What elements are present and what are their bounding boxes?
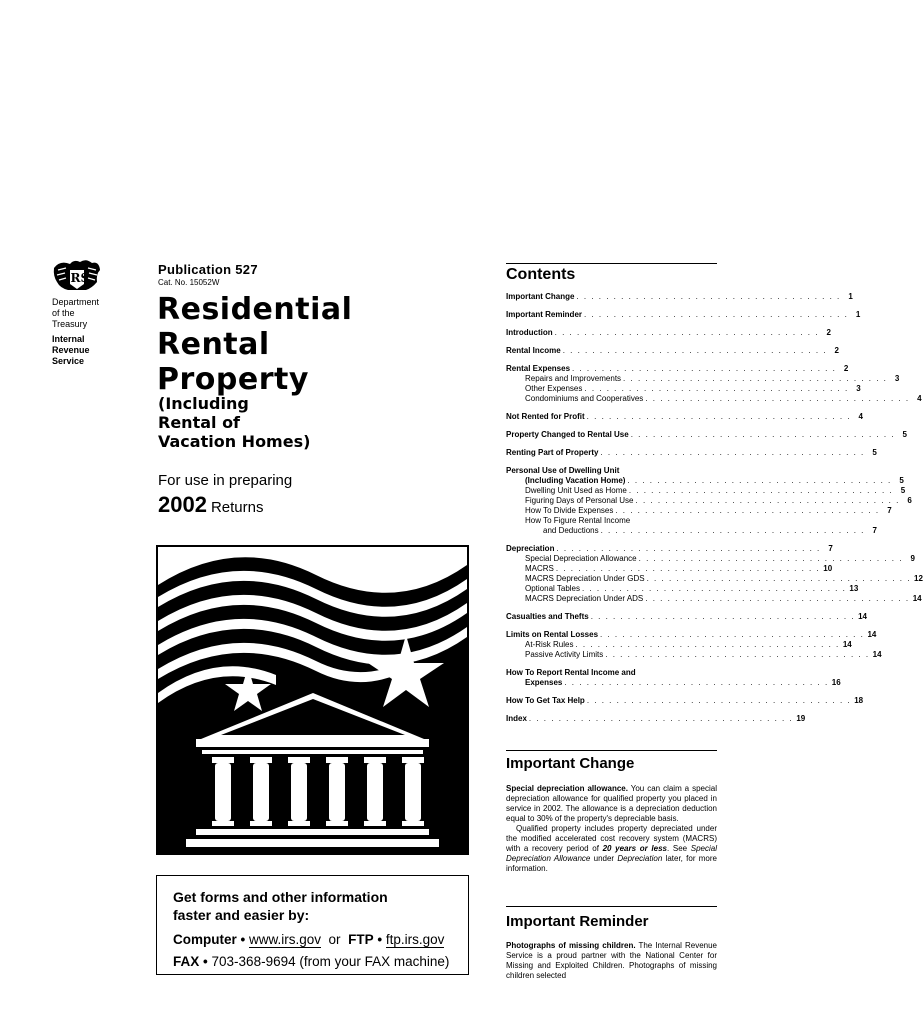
toc-leader-dots: . . . . . . . . . . . . . . . . . . . . . . . . . . . . . . . . . . . . <box>564 678 829 687</box>
toc-entry-page: 9 <box>910 554 915 563</box>
toc-entry[interactable] <box>506 696 864 706</box>
toc-entry-page: 1 <box>848 292 853 301</box>
subtitle-line-1: (Including <box>158 394 249 413</box>
returns-label: Returns <box>210 499 264 516</box>
toc-entry[interactable] <box>506 612 867 622</box>
or-text: or <box>328 932 341 947</box>
toc-leader-dots: . . . . . . . . . . . . . . . . . . . . . . . . . . . . . . . . . . . . <box>600 630 865 639</box>
fax-label: FAX <box>173 954 200 969</box>
toc-entry-page: 19 <box>796 714 806 723</box>
toc-entry[interactable] <box>506 630 877 640</box>
tax-year: 2002 <box>158 492 207 517</box>
toc-group <box>506 696 864 706</box>
info-box-heading <box>173 888 460 924</box>
subtitle-line-3: Vacation Homes) <box>158 432 311 451</box>
toc-entry-label: MACRS Depreciation Under ADS <box>525 594 644 603</box>
toc-leader-dots: . . . . . . . . . . . . . . . . . . . . . . . . . . . . . . . . . . . . <box>623 374 888 383</box>
toc-group <box>506 430 907 440</box>
toc-entry-label: Renting Part of Property <box>506 448 599 457</box>
toc-leader-dots: . . . . . . . . . . . . . . . . . . . . . . . . . . . . . . . . . . . . <box>600 448 865 457</box>
toc-entry-page: 2 <box>843 364 849 373</box>
toc-entry[interactable] <box>506 496 912 506</box>
bullet-2: • <box>377 932 383 947</box>
department-line-1: Department <box>52 297 100 307</box>
info-box <box>156 875 469 975</box>
toc-entry[interactable] <box>506 554 915 564</box>
toc-entry-label: Property Changed to Rental Use <box>506 430 629 439</box>
toc-entry[interactable] <box>506 506 892 516</box>
toc-entry-label: Depreciation <box>506 544 555 553</box>
toc-entry-page: 5 <box>900 486 906 495</box>
toc-entry-label: Figuring Days of Personal Use <box>525 496 634 505</box>
toc-entry[interactable] <box>506 574 923 584</box>
toc-group <box>506 412 863 422</box>
toc-entry[interactable] <box>506 516 717 526</box>
important-reminder-text <box>506 941 717 981</box>
toc-entry[interactable] <box>506 526 877 536</box>
toc-entry-page: 14 <box>872 650 882 659</box>
toc-entry[interactable] <box>506 544 833 554</box>
toc-entry-label: How To Divide Expenses <box>525 506 614 515</box>
computer-ftp-line <box>173 929 460 951</box>
title-line-2: Rental <box>157 327 270 362</box>
agency-name <box>52 297 99 367</box>
tax-year-line <box>158 492 263 518</box>
toc-entry-page: 7 <box>828 544 833 553</box>
website-link[interactable]: www.irs.gov <box>249 932 322 947</box>
toc-entry[interactable] <box>506 584 859 594</box>
toc-entry-label: Rental Income <box>506 346 561 355</box>
info-heading-line-2: faster and easier by: <box>173 907 310 923</box>
important-reminder-body: The Internal Revenue Service is a proud partner with the National Center for Missing and Exploited Children. Photographs of missing children selected <box>506 941 718 980</box>
toc-entry[interactable] <box>506 346 839 356</box>
toc-group <box>506 630 882 660</box>
bullet-3: • <box>203 954 208 969</box>
toc-entry-label: (Including Vacation Home) <box>525 476 626 485</box>
contents-heading: Contents <box>506 266 576 283</box>
toc-entry-label: Optional Tables <box>525 584 580 593</box>
toc-entry[interactable] <box>506 394 922 404</box>
toc-group <box>506 364 922 404</box>
toc-leader-dots: . . . . . . . . . . . . . . . . . . . . . . . . . . . . . . . . . . . . <box>627 476 892 485</box>
toc-entry-page: 5 <box>872 448 877 457</box>
toc-entry-label: Condominiums and Cooperatives <box>525 394 644 403</box>
important-change-rule <box>506 750 717 751</box>
toc-leader-dots: . . . . . . . . . . . . . . . . . . . . . . . . . . . . . . . . . . . . <box>554 328 819 337</box>
bullet-1: • <box>240 932 246 947</box>
toc-entry-page: 7 <box>872 526 877 535</box>
toc-entry[interactable] <box>506 668 717 678</box>
toc-entry-page: 10 <box>823 564 833 573</box>
toc-group <box>506 448 877 458</box>
toc-leader-dots: . . . . . . . . . . . . . . . . . . . . . . . . . . . . . . . . . . . . <box>645 594 910 603</box>
toc-leader-dots: . . . . . . . . . . . . . . . . . . . . . . . . . . . . . . . . . . . . <box>586 696 852 705</box>
toc-entry-label: Special Depreciation Allowance <box>525 554 637 563</box>
toc-entry-page: 12 <box>914 574 923 583</box>
toc-leader-dots: . . . . . . . . . . . . . . . . . . . . . . . . . . . . . . . . . . . . <box>635 496 900 505</box>
toc-entry-label: Index <box>506 714 527 723</box>
toc-entry[interactable] <box>506 448 877 458</box>
toc-entry-page: 13 <box>849 584 859 593</box>
toc-entry[interactable] <box>506 640 852 650</box>
title-line-1: Residential <box>157 292 353 327</box>
toc-leader-dots: . . . . . . . . . . . . . . . . . . . . . . . . . . . . . . . . . . . . <box>575 640 840 649</box>
important-change-p2a: Qualified property includes property depreciated under the modified accelerated cost recovery system (MACRS) with a recovery period of <box>506 824 717 853</box>
toc-leader-dots: . . . . . . . . . . . . . . . . . . . . . . . . . . . . . . . . . . . . <box>584 310 849 319</box>
toc-leader-dots: . . . . . . . . . . . . . . . . . . . . . . . . . . . . . . . . . . . . <box>628 486 894 495</box>
toc-leader-dots: . . . . . . . . . . . . . . . . . . . . . . . . . . . . . . . . . . . . <box>562 346 827 355</box>
fax-text: 703-368-9694 (from your FAX machine) <box>211 954 450 969</box>
toc-leader-dots: . . . . . . . . . . . . . . . . . . . . . . . . . . . . . . . . . . . . <box>590 612 855 621</box>
toc-entry-label: Introduction <box>506 328 553 337</box>
toc-entry-page: 14 <box>858 612 867 621</box>
toc-entry[interactable] <box>506 678 841 688</box>
toc-entry-page: 5 <box>902 430 907 439</box>
toc-leader-dots: . . . . . . . . . . . . . . . . . . . . . . . . . . . . . . . . . . . . <box>600 526 865 535</box>
toc-entry[interactable] <box>506 650 882 660</box>
contents-top-rule <box>506 263 717 264</box>
ftp-link[interactable]: ftp.irs.gov <box>385 932 445 947</box>
toc-entry-page: 7 <box>887 506 892 515</box>
toc-leader-dots: . . . . . . . . . . . . . . . . . . . . . . . . . . . . . . . . . . . . <box>638 554 903 563</box>
toc-entry-page: 14 <box>912 594 922 603</box>
toc-entry-page: 1 <box>855 310 861 319</box>
ftp-label: FTP <box>348 932 374 947</box>
toc-group <box>506 310 861 320</box>
toc-entry-label: Important Reminder <box>506 310 583 319</box>
toc-group <box>506 466 912 536</box>
toc-entry-label: Dwelling Unit Used as Home <box>525 486 627 495</box>
toc-entry-label: How To Report Rental Income and <box>506 668 636 677</box>
toc-group <box>506 292 853 302</box>
important-reminder-rule <box>506 906 717 907</box>
catalog-number: Cat. No. 15052W <box>158 278 220 287</box>
subtitle-line-2: Rental of <box>158 413 241 432</box>
toc-entry[interactable] <box>506 714 806 724</box>
service-line-1: Internal <box>52 334 85 344</box>
toc-entry-label: MACRS Depreciation Under GDS <box>525 574 645 583</box>
toc-entry[interactable] <box>506 594 922 604</box>
toc-entry-page: 4 <box>917 394 922 403</box>
toc-entry-label: Expenses <box>525 678 563 687</box>
toc-entry[interactable] <box>506 412 863 422</box>
toc-entry-label: Repairs and Improvements <box>525 374 622 383</box>
irs-eagle-logo-icon <box>52 258 102 294</box>
toc-leader-dots: . . . . . . . . . . . . . . . . . . . . . . . . . . . . . . . . . . . . <box>584 384 849 393</box>
important-change-p2e: under <box>590 854 618 863</box>
important-change-p1: You can claim a special depreciation allowance for qualified property you placed in service in 2002. The allowance is a depreciation deduction equal to 30% of the property's depreciable basis. <box>506 784 717 823</box>
toc-entry-label: How To Get Tax Help <box>506 696 585 705</box>
toc-entry-label: How To Figure Rental Income <box>525 516 631 525</box>
toc-entry-label: Rental Expenses <box>506 364 571 373</box>
toc-entry[interactable] <box>506 466 717 476</box>
toc-leader-dots: . . . . . . . . . . . . . . . . . . . . . . . . . . . . . . . . . . . . <box>576 292 841 301</box>
service-line-3: Service <box>52 356 85 366</box>
toc-entry-page: 5 <box>899 476 904 485</box>
department-line-3: Treasury <box>52 319 88 329</box>
toc-entry-label: Other Expenses <box>525 384 583 393</box>
important-change-p2b: 20 years or less <box>602 844 667 853</box>
toc-entry-page: 2 <box>826 328 831 337</box>
toc-entry[interactable] <box>506 430 907 440</box>
toc-entry-page: 18 <box>854 696 864 705</box>
cover-illustration <box>156 545 469 855</box>
toc-leader-dots: . . . . . . . . . . . . . . . . . . . . . . . . . . . . . . . . . . . . <box>582 584 847 593</box>
toc-entry[interactable] <box>506 476 904 486</box>
important-change-text <box>506 784 717 874</box>
important-reminder-lead: Photographs of missing children. <box>506 941 636 950</box>
toc-leader-dots: . . . . . . . . . . . . . . . . . . . . . . . . . . . . . . . . . . . . <box>646 574 911 583</box>
toc-entry-page: 4 <box>858 412 863 421</box>
toc-entry-page: 6 <box>907 496 912 505</box>
toc-entry[interactable] <box>506 310 861 320</box>
toc-entry[interactable] <box>506 328 831 338</box>
toc-entry[interactable] <box>506 384 861 394</box>
for-use-text: For use in preparing <box>158 472 293 489</box>
toc-leader-dots: . . . . . . . . . . . . . . . . . . . . . . . . . . . . . . . . . . . . <box>572 364 837 373</box>
toc-leader-dots: . . . . . . . . . . . . . . . . . . . . . . . . . . . . . . . . . . . . <box>586 412 851 421</box>
toc-entry-label: At-Risk Rules <box>525 640 574 649</box>
depreciation-ref: Depreciation <box>617 854 663 863</box>
toc-leader-dots: . . . . . . . . . . . . . . . . . . . . . . . . . . . . . . . . . . . . <box>605 650 870 659</box>
toc-entry-label: Passive Activity Limits <box>525 650 604 659</box>
important-change-lead: Special depreciation allowance. <box>506 784 628 793</box>
department-line-2: of the <box>52 308 75 318</box>
toc-entry-page: 3 <box>856 384 861 393</box>
table-of-contents <box>506 292 923 732</box>
toc-entry[interactable] <box>506 374 900 384</box>
toc-entry-label: Personal Use of Dwelling Unit <box>506 466 620 475</box>
toc-group <box>506 612 867 622</box>
toc-leader-dots: . . . . . . . . . . . . . . . . . . . . . . . . . . . . . . . . . . . . <box>528 714 794 723</box>
important-reminder-heading: Important Reminder <box>506 913 649 930</box>
toc-entry-label: Limits on Rental Losses <box>506 630 599 639</box>
important-change-p2g: later, for more information. <box>506 854 717 873</box>
toc-group <box>506 714 806 724</box>
toc-leader-dots: . . . . . . . . . . . . . . . . . . . . . . . . . . . . . . . . . . . . <box>630 430 895 439</box>
toc-entry-page: 14 <box>867 630 877 639</box>
toc-entry-label: and Deductions <box>543 526 599 535</box>
publication-title <box>157 292 352 397</box>
toc-entry-page: 3 <box>894 374 900 383</box>
toc-entry-page: 2 <box>834 346 839 355</box>
svg-text:IRS: IRS <box>64 271 90 285</box>
toc-entry[interactable] <box>506 486 906 496</box>
toc-entry[interactable] <box>506 364 849 374</box>
title-line-3: Property <box>157 362 309 397</box>
toc-entry[interactable] <box>506 292 853 302</box>
toc-group <box>506 544 923 604</box>
toc-group <box>506 346 839 356</box>
publication-subtitle <box>158 394 310 451</box>
fax-line <box>173 951 460 973</box>
toc-leader-dots: . . . . . . . . . . . . . . . . . . . . . . . . . . . . . . . . . . . . <box>615 506 880 515</box>
toc-entry-page: 14 <box>842 640 852 649</box>
toc-leader-dots: . . . . . . . . . . . . . . . . . . . . . . . . . . . . . . . . . . . . <box>645 394 910 403</box>
toc-entry[interactable] <box>506 564 833 574</box>
toc-entry-label: MACRS <box>525 564 554 573</box>
publication-label: Publication 527 <box>158 262 258 277</box>
service-line-2: Revenue <box>52 345 90 355</box>
toc-group <box>506 328 831 338</box>
important-change-heading: Important Change <box>506 755 635 772</box>
info-heading-line-1: Get forms and other information <box>173 889 388 905</box>
toc-leader-dots: . . . . . . . . . . . . . . . . . . . . . . . . . . . . . . . . . . . . <box>555 564 821 573</box>
computer-label: Computer <box>173 932 237 947</box>
special-depreciation-ref: Special Depreciation Allowance <box>506 844 718 863</box>
toc-entry-label: Important Change <box>506 292 575 301</box>
toc-leader-dots: . . . . . . . . . . . . . . . . . . . . . . . . . . . . . . . . . . . . <box>556 544 821 553</box>
important-change-p2c: . See <box>666 844 691 853</box>
toc-entry-label: Casualties and Thefts <box>506 612 589 621</box>
toc-group <box>506 668 841 688</box>
toc-entry-page: 16 <box>831 678 841 687</box>
toc-entry-label: Not Rented for Profit <box>506 412 585 421</box>
